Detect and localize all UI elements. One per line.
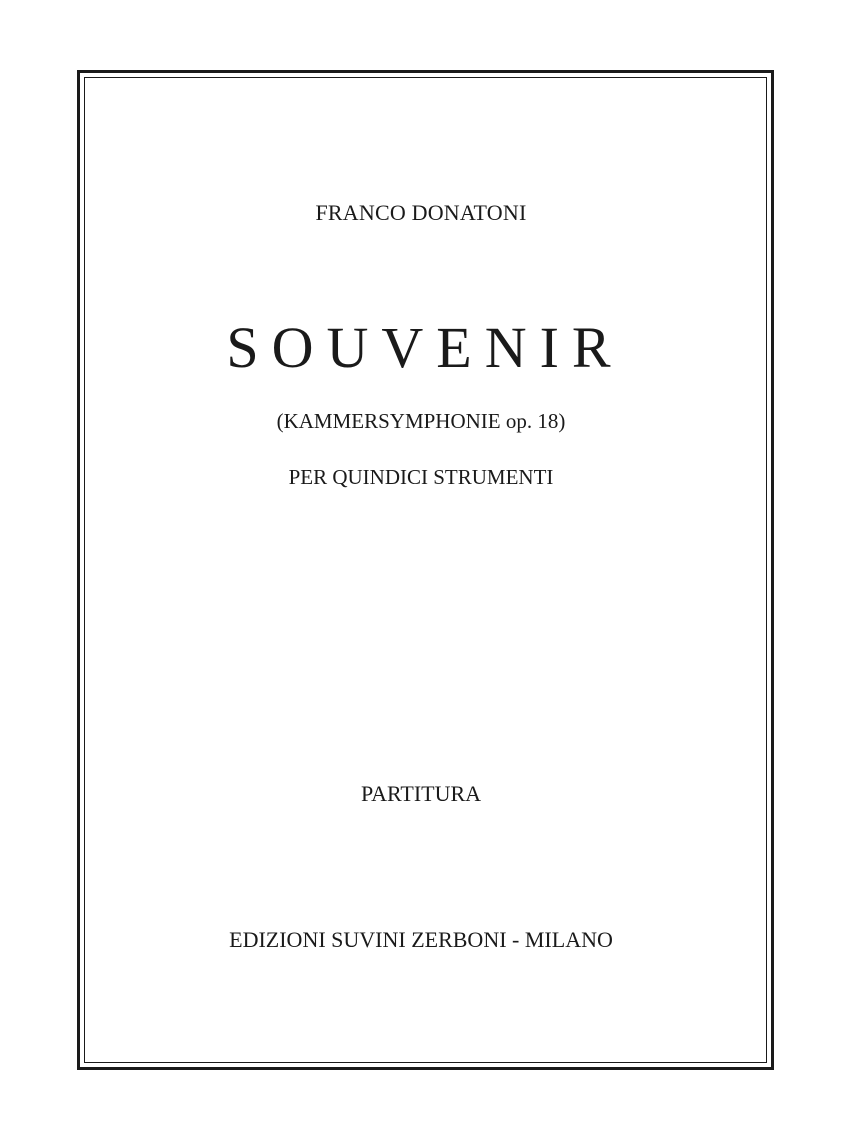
instrumentation: PER QUINDICI STRUMENTI — [288, 465, 554, 489]
score-type: PARTITURA — [360, 781, 482, 806]
publisher: EDIZIONI SUVINI ZERBONI - MILANO — [229, 927, 613, 952]
composer-name: FRANCO DONATONI — [315, 200, 527, 225]
work-subtitle: (KAMMERSYMPHONIE op. 18) — [276, 409, 566, 433]
work-title: SOUVENIR — [226, 315, 624, 380]
